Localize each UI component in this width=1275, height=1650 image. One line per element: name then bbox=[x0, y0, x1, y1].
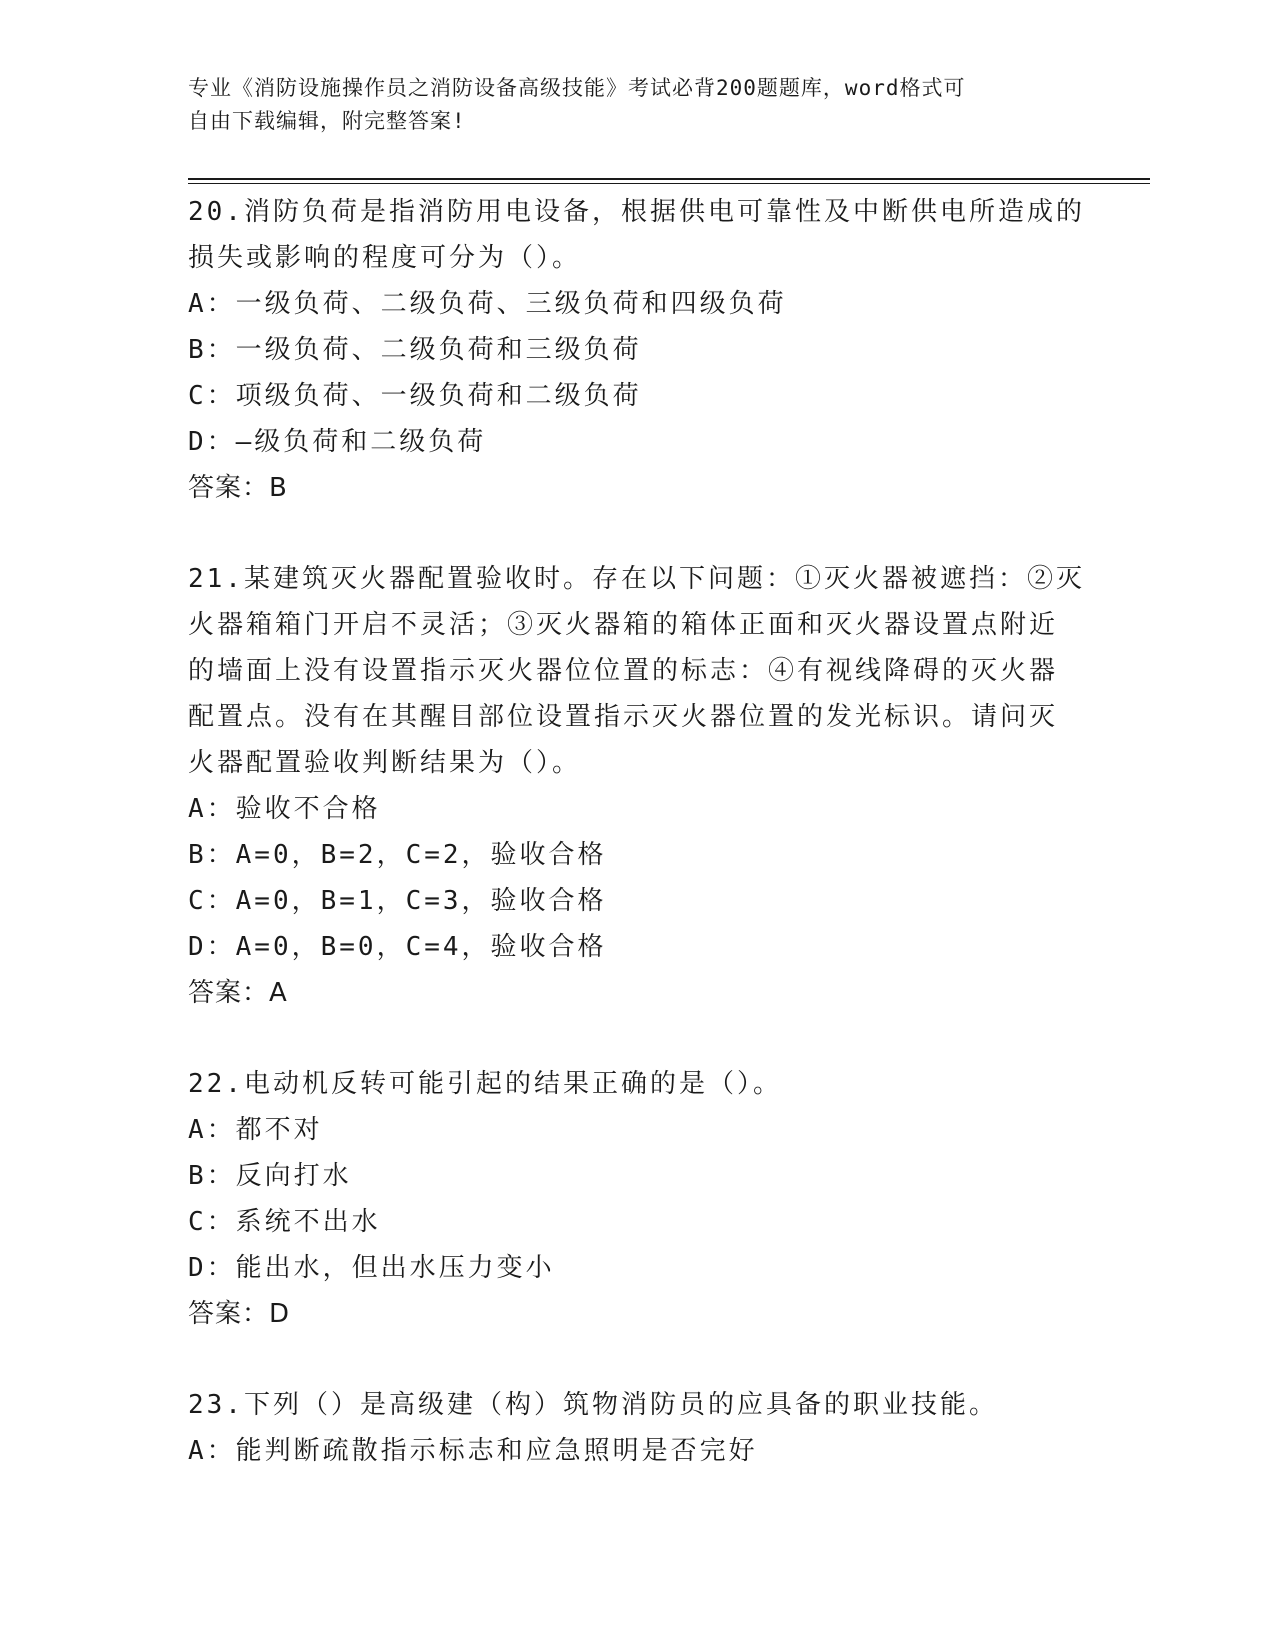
question-stem-line: 的墙面上没有设置指示灭火器位位置的标志：④有视线降碍的灭火器 bbox=[188, 656, 1059, 686]
question-stem-line: 21.某建筑灭火器配置验收时。存在以下问题：①灭火器被遮挡：②灭 bbox=[188, 564, 1085, 594]
question-stem-line: 损失或影响的程度可分为（）。 bbox=[188, 243, 582, 273]
question-23 bbox=[188, 1382, 1088, 1474]
option-a: A：一级负荷、二级负荷、三级负荷和四级负荷 bbox=[188, 289, 787, 319]
answer-label: 答案：B bbox=[188, 473, 288, 503]
option-d: D：A=0，B=0，C=4，验收合格 bbox=[188, 932, 607, 962]
answer-label: 答案：D bbox=[188, 1299, 291, 1329]
question-stem-line: 23.下列（）是高级建（构）筑物消防员的应具备的职业技能。 bbox=[188, 1390, 998, 1420]
option-b: B：A=0，B=2，C=2，验收合格 bbox=[188, 840, 607, 870]
question-22 bbox=[188, 1061, 1088, 1337]
question-stem-line: 20.消防负荷是指消防用电设备，根据供电可靠性及中断供电所造成的 bbox=[188, 197, 1085, 227]
header-line-1: 专业《消防设施操作员之消防设备高级技能》考试必背200题题库，word格式可 bbox=[188, 76, 966, 100]
option-a: A：能判断疏散指示标志和应急照明是否完好 bbox=[188, 1436, 758, 1466]
question-stem-line: 配置点。没有在其醒目部位设置指示灭火器位置的发光标识。请问灭 bbox=[188, 702, 1059, 732]
option-c: C：系统不出水 bbox=[188, 1207, 381, 1237]
question-stem-line: 火器配置验收判断结果为（）。 bbox=[188, 748, 582, 778]
document-header bbox=[188, 72, 1088, 138]
option-c: C：项级负荷、一级负荷和二级负荷 bbox=[188, 381, 642, 411]
question-21 bbox=[188, 556, 1088, 1016]
option-d: D：—级负荷和二级负荷 bbox=[188, 427, 487, 457]
option-b: B：一级负荷、二级负荷和三级负荷 bbox=[188, 335, 642, 365]
option-a: A：都不对 bbox=[188, 1115, 323, 1145]
header-divider-thin bbox=[188, 183, 1150, 184]
question-spacer bbox=[188, 511, 1088, 556]
question-20 bbox=[188, 189, 1088, 511]
question-spacer bbox=[188, 1016, 1088, 1061]
option-c: C：A=0，B=1，C=3，验收合格 bbox=[188, 886, 607, 916]
answer-label: 答案：A bbox=[188, 978, 288, 1008]
question-list bbox=[188, 189, 1088, 1474]
option-a: A：验收不合格 bbox=[188, 794, 381, 824]
question-stem-line: 火器箱箱门开启不灵活；③灭火器箱的箱体正面和灭火器设置点附近 bbox=[188, 610, 1059, 640]
question-stem-line: 22.电动机反转可能引起的结果正确的是（）。 bbox=[188, 1069, 782, 1099]
header-divider-thick bbox=[188, 178, 1150, 180]
header-line-2: 自由下载编辑，附完整答案! bbox=[188, 109, 466, 133]
option-d: D：能出水，但出水压力变小 bbox=[188, 1253, 555, 1283]
question-spacer bbox=[188, 1337, 1088, 1382]
option-b: B：反向打水 bbox=[188, 1161, 352, 1191]
